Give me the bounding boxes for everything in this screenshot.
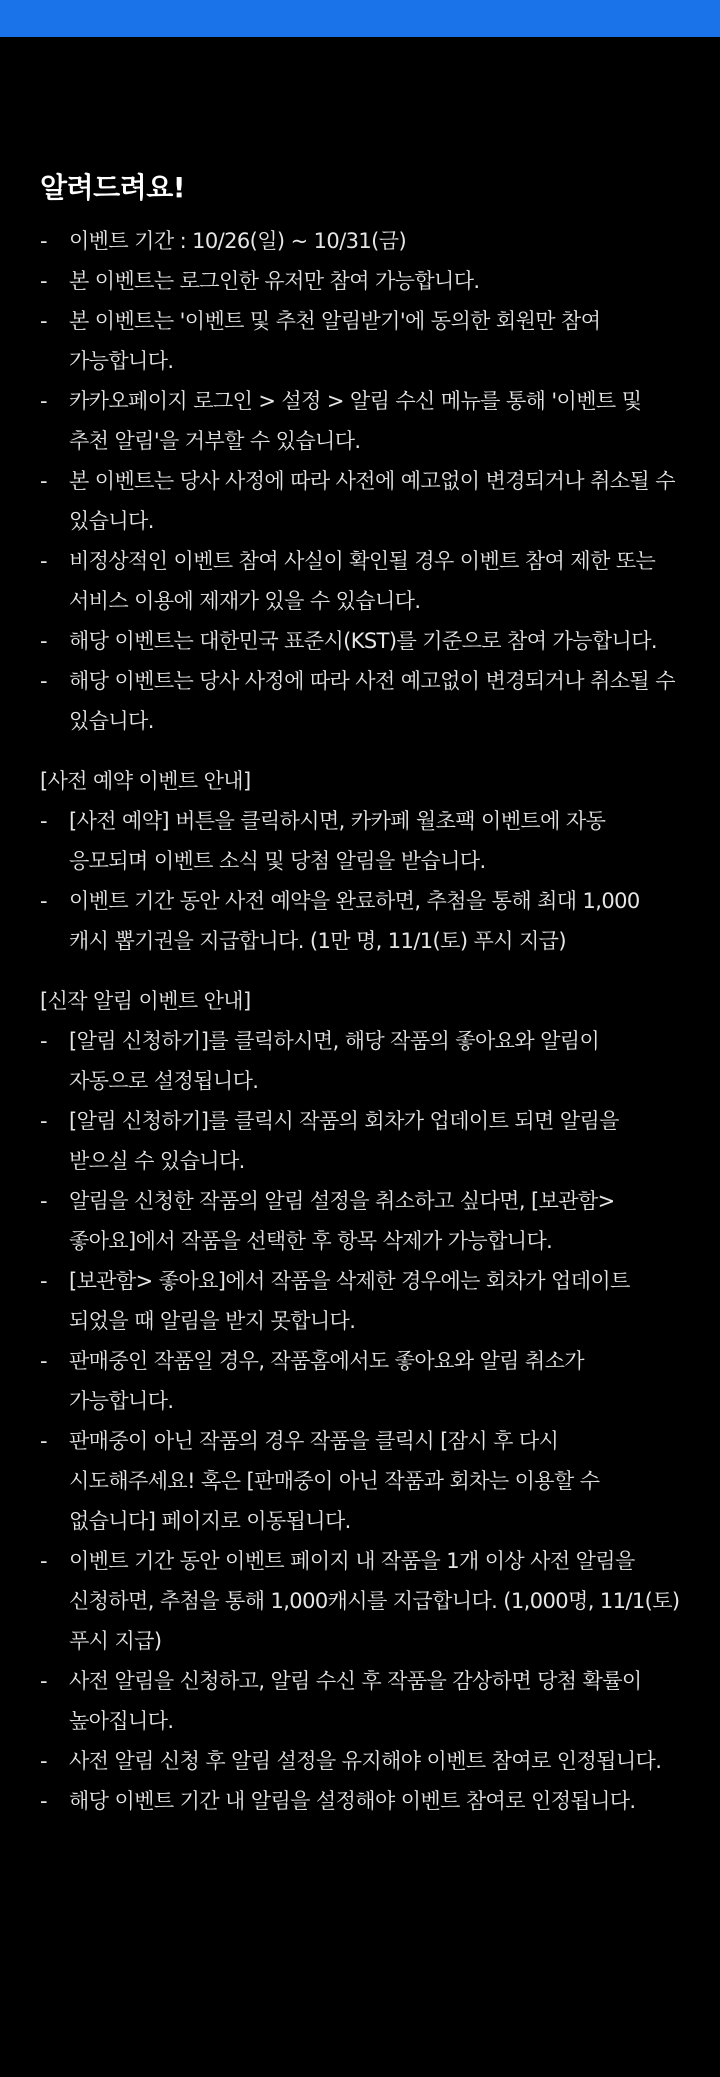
notice-title: 알려드려요! [40,171,186,204]
notice-item [40,301,680,381]
notice-item [40,221,680,261]
notice-item-text: [알림 신청하기]를 클릭하시면, 해당 작품의 좋아요와 알림이 자동으로 설정됩니다. [69,1029,600,1093]
notice-item-text: 본 이벤트는 당사 사정에 따라 사전에 예고없이 변경되거나 취소될 수 있습니다. [69,469,675,533]
new-work-event-heading: [신작 알림 이벤트 안내] [40,989,251,1013]
bullet-dash: - [40,229,47,253]
bullet-dash: - [40,1549,47,1573]
bullet-dash: - [40,1669,47,1693]
notice-item [40,541,680,621]
bullet-dash: - [40,309,47,333]
notice-item-text: 본 이벤트는 '이벤트 및 추천 알림받기'에 동의한 회원만 참여 가능합니다. [69,309,601,373]
bullet-dash: - [40,1429,47,1453]
notice-item-text: 이벤트 기간 동안 이벤트 페이지 내 작품을 1개 이상 사전 알림을 신청하면, 추첨을 통해 1,000캐시를 지급합니다. (1,000명, 11/1(토) 푸시 지급) [69,1549,680,1653]
notice-item-text: 해당 이벤트는 당사 사정에 따라 사전 예고없이 변경되거나 취소될 수 있습니다. [69,669,675,733]
notice-item-text: 비정상적인 이벤트 참여 사실이 확인될 경우 이벤트 참여 제한 또는 서비스 이용에 제재가 있을 수 있습니다. [69,549,656,613]
notice-section [40,168,680,1821]
notice-item-text: 해당 이벤트는 대한민국 표준시(KST)를 기준으로 참여 가능합니다. [69,629,657,653]
notice-item [40,621,680,661]
notice-item-text: 이벤트 기간 동안 사전 예약을 완료하면, 추첨을 통해 최대 1,000 캐시 뽑기권을 지급합니다. (1만 명, 11/1(토) 푸시 지급) [69,889,640,953]
notice-item [40,1341,680,1421]
notice-item [40,1541,680,1661]
notice-item [40,1421,680,1541]
bullet-dash: - [40,1749,47,1773]
top-bar [0,0,720,37]
notice-item-text: 사전 알림을 신청하고, 알림 수신 후 작품을 감상하면 당첨 확률이 높아집니다. [69,1669,642,1733]
notice-item [40,1101,680,1181]
notice-item [40,381,680,461]
bullet-dash: - [40,1789,47,1813]
notice-item [40,801,680,881]
bullet-dash: - [40,809,47,833]
notice-item-text: 이벤트 기간 : 10/26(일) ~ 10/31(금) [69,229,407,253]
bullet-dash: - [40,469,47,493]
bullet-dash: - [40,1269,47,1293]
bullet-dash: - [40,269,47,293]
notice-item [40,1781,680,1821]
bullet-dash: - [40,389,47,413]
notice-item-text: 사전 알림 신청 후 알림 설정을 유지해야 이벤트 참여로 인정됩니다. [69,1749,662,1773]
notice-item [40,661,680,741]
notice-item-text: [사전 예약] 버튼을 클릭하시면, 카카페 월초팩 이벤트에 자동 응모되며 이벤트 소식 및 당첨 알림을 받습니다. [69,809,606,873]
notice-item [40,261,680,301]
notice-item [40,1261,680,1341]
bullet-dash: - [40,629,47,653]
general-notice-list [40,221,680,741]
notice-item [40,881,680,961]
notice-item-text: [보관함> 좋아요]에서 작품을 삭제한 경우에는 회차가 업데이트 되었을 때 알림을 받지 못합니다. [69,1269,630,1333]
reservation-event-heading: [사전 예약 이벤트 안내] [40,769,251,793]
notice-item [40,1661,680,1741]
bullet-dash: - [40,549,47,573]
notice-item [40,1181,680,1261]
notice-item [40,1741,680,1781]
bullet-dash: - [40,1109,47,1133]
notice-item-text: 판매중이 아닌 작품의 경우 작품을 클릭시 [잠시 후 다시 시도해주세요! 혹은 [판매중이 아닌 작품과 회차는 이용할 수 없습니다] 페이지로 이동됩니다. [69,1429,600,1533]
notice-item-text: 판매중인 작품일 경우, 작품홈에서도 좋아요와 알림 취소가 가능합니다. [69,1349,584,1413]
reservation-event-list [40,801,680,961]
notice-item [40,461,680,541]
notice-item-text: [알림 신청하기]를 클릭시 작품의 회차가 업데이트 되면 알림을 받으실 수 있습니다. [69,1109,619,1173]
bullet-dash: - [40,1029,47,1053]
notice-item-text: 본 이벤트는 로그인한 유저만 참여 가능합니다. [69,269,480,293]
bullet-dash: - [40,1349,47,1373]
notice-item-text: 카카오페이지 로그인 > 설정 > 알림 수신 메뉴를 통해 '이벤트 및 추천 알림'을 거부할 수 있습니다. [69,389,642,453]
bullet-dash: - [40,669,47,693]
notice-item-text: 알림을 신청한 작품의 알림 설정을 취소하고 싶다면, [보관함> 좋아요]에서 작품을 선택한 후 항목 삭제가 가능합니다. [69,1189,615,1253]
new-work-event-list [40,1021,680,1821]
bullet-dash: - [40,1189,47,1213]
notice-item-text: 해당 이벤트 기간 내 알림을 설정해야 이벤트 참여로 인정됩니다. [69,1789,636,1813]
notice-item [40,1021,680,1101]
bullet-dash: - [40,889,47,913]
